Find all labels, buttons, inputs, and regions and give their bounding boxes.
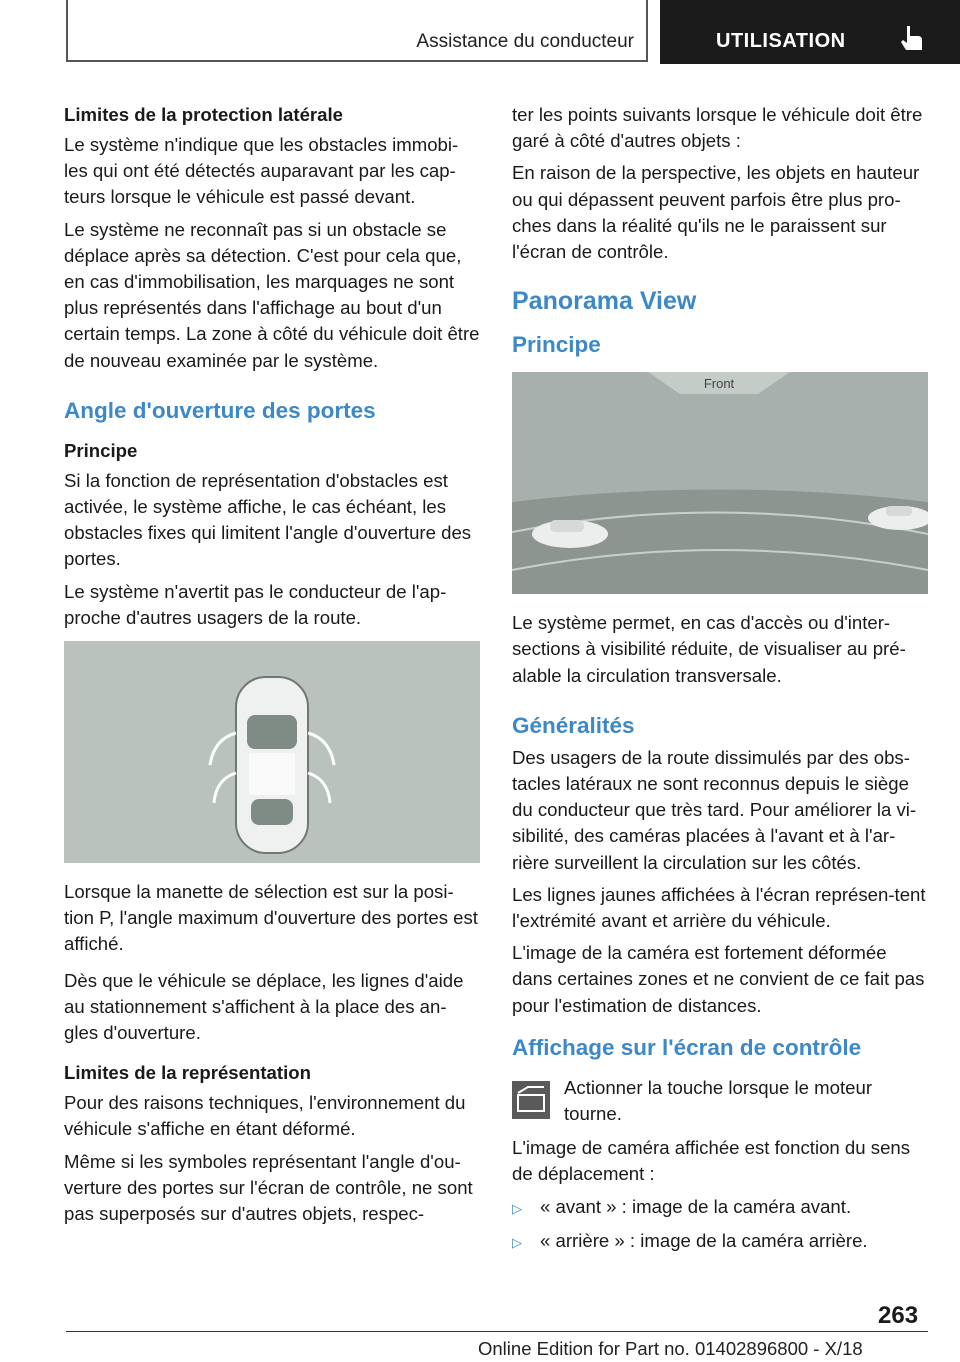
paragraph: Même si les symboles représentant l'angle d'ou-verture des portes sur l'écran de contrôle, ne sont pas superposés sur d'autres objets, respec- (64, 1150, 473, 1225)
heading-principle: Principe (512, 332, 601, 358)
list-item: ▷ « avant » : image de la caméra avant. (512, 1194, 928, 1222)
front-label: Front (703, 376, 735, 392)
button-instruction (512, 1075, 928, 1127)
heading-principle: Principe (64, 439, 138, 461)
paragraph: L'image de la caméra est fortement déformée dans certaines zones et ne convient de ce fait pas pour l'estimation de distances. (512, 942, 925, 1016)
left-column (64, 102, 480, 1233)
paragraph: Les lignes jaunes affichées à l'écran représen-tent l'extrémité avant et arrière du véhicule. (512, 883, 926, 932)
triangle-bullet-icon: ▷ (512, 1234, 522, 1250)
heading-lateral-limits: Limites de la protection latérale (64, 104, 343, 125)
paragraph: Des usagers de la route dissimulés par des obs-tacles latéraux ne sont reconnus depuis le siège du conducteur que très tard. Pour améliorer la vi-sibilité, des caméras placées à l'avant et à l'ar-rière surveillent la circulation sur les côtés. (512, 746, 917, 873)
paragraph: Actionner la touche lorsque le moteur tourne. (564, 1076, 873, 1125)
header-chapter-box (660, 0, 960, 64)
panorama-camera-image (512, 372, 928, 594)
paragraph: ter les points suivants lorsque le véhicule doit être garé à côté d'autres objets : (512, 104, 923, 152)
paragraph: Dès que le véhicule se déplace, les lignes d'aide au stationnement s'affichent à la place des an-gles d'ouverture. (64, 969, 464, 1044)
paragraph: Le système permet, en cas d'accès ou d'inter-sections à visibilité réduite, de visualiser au pré-alable la circulation transversale. (512, 612, 906, 686)
list-item: ▷ « arrière » : image de la caméra arrière. (512, 1228, 928, 1256)
door-angle-illustration (64, 641, 480, 863)
paragraph: Le système n'avertit pas le conducteur de l'ap-proche d'autres usagers de la route. (64, 580, 447, 628)
hand-pointer-icon (898, 24, 924, 52)
heading-display-limits: Limites de la représentation (64, 1062, 311, 1084)
heading-control-display: Affichage sur l'écran de contrôle (512, 1034, 862, 1060)
footer-divider (66, 1331, 928, 1332)
camera-button-icon (512, 1081, 550, 1119)
footer-edition: Online Edition for Part no. 01402896800 - X/18 (478, 1338, 863, 1359)
heading-door-angle: Angle d'ouverture des portes (64, 397, 376, 423)
paragraph: Pour des raisons techniques, l'environnement du véhicule s'affiche en étant déformé. (64, 1092, 466, 1140)
paragraph: Le système n'indique que les obstacles immobi-les qui ont été détectés auparavant par les cap-teurs lorsque le véhicule est passé devant. (64, 134, 459, 208)
paragraph: L'image de caméra affichée est fonction du sens de déplacement : (512, 1137, 911, 1185)
paragraph: Le système ne reconnaît pas si un obstacle se déplace après sa détection. C'est pour cela que, en cas d'immobilisation, les marquages ne sont plus représentés dans l'affichage au bout d'un certain temps. La zone à côté du véhicule doit être de nouveau examinée par le système. (64, 218, 480, 371)
header-section-title: Assistance du conducteur (416, 31, 634, 52)
paragraph: Si la fonction de représentation d'obstacles est activée, le système affiche, le cas échéant, les obstacles fixes qui limitent l'angle d'ouverture des portes. (64, 469, 472, 570)
paragraph: Lorsque la manette de sélection est sur la posi-tion P, l'angle maximum d'ouverture des portes est affiché. (64, 881, 478, 955)
triangle-bullet-icon: ▷ (512, 1200, 522, 1216)
right-column (512, 102, 928, 1262)
heading-general: Généralités (512, 712, 635, 738)
paragraph: En raison de la perspective, les objets en hauteur ou qui dépassent peuvent parfois être plus pro-ches dans la réalité qu'ils ne le paraissent sur l'écran de contrôle. (512, 162, 920, 263)
header-chapter-title: UTILISATION (716, 30, 846, 52)
car-top-view (236, 677, 308, 853)
heading-panorama-view: Panorama View (512, 287, 697, 316)
header-section-box (66, 0, 648, 62)
car-left (532, 520, 608, 548)
page-number: 263 (878, 1302, 919, 1329)
